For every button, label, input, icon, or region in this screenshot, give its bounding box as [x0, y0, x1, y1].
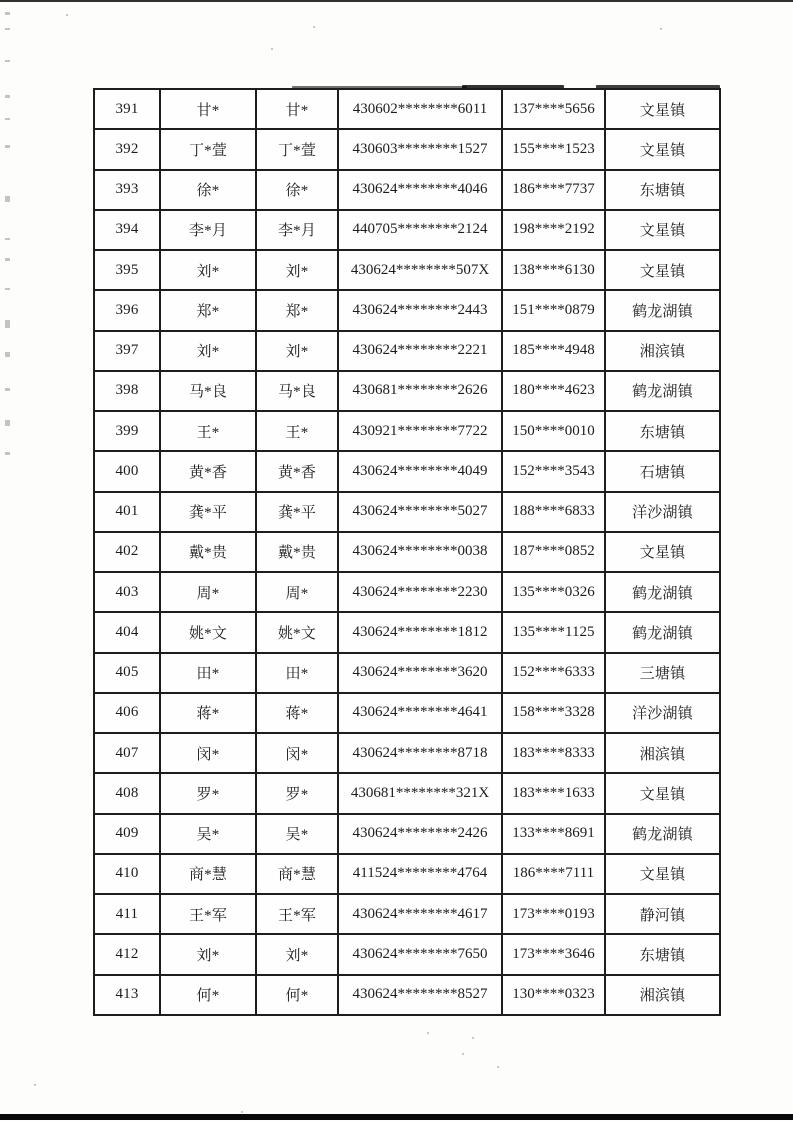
cell-name_confirm: 刘* — [256, 934, 338, 974]
scan-speck — [462, 1053, 464, 1055]
cell-name_confirm: 闵* — [256, 733, 338, 773]
cell-name: 吴* — [160, 814, 256, 854]
cell-index: 405 — [94, 653, 160, 693]
table-row — [94, 210, 720, 250]
cell-phone: 187****0852 — [502, 532, 605, 572]
cell-id_number: 430624********507X — [338, 250, 502, 290]
cell-phone: 152****3543 — [502, 451, 605, 491]
cell-phone: 130****0323 — [502, 975, 605, 1015]
table-row — [94, 532, 720, 572]
cell-name: 郑* — [160, 290, 256, 330]
cell-phone: 135****1125 — [502, 612, 605, 652]
cell-phone: 151****0879 — [502, 290, 605, 330]
scan-edge-mark — [5, 60, 10, 62]
cell-id_number: 430603********1527 — [338, 129, 502, 169]
scan-edge-mark — [5, 196, 10, 202]
cell-name_confirm: 戴*贵 — [256, 532, 338, 572]
scan-edge-mark — [5, 258, 10, 261]
scan-speck — [497, 1066, 499, 1068]
cell-town: 文星镇 — [605, 773, 720, 813]
table-row — [94, 89, 720, 129]
cell-phone: 186****7111 — [502, 854, 605, 894]
scan-edge-mark — [5, 95, 10, 98]
cell-id_number: 430624********3620 — [338, 653, 502, 693]
cell-town: 东塘镇 — [605, 411, 720, 451]
cell-phone: 158****3328 — [502, 693, 605, 733]
cell-town: 洋沙湖镇 — [605, 492, 720, 532]
cell-phone: 185****4948 — [502, 331, 605, 371]
cell-phone: 188****6833 — [502, 492, 605, 532]
table-row — [94, 492, 720, 532]
cell-index: 398 — [94, 371, 160, 411]
cell-index: 401 — [94, 492, 160, 532]
cell-index: 413 — [94, 975, 160, 1015]
cell-name_confirm: 田* — [256, 653, 338, 693]
cell-index: 408 — [94, 773, 160, 813]
cell-name: 商*慧 — [160, 854, 256, 894]
scan-speck — [66, 14, 68, 16]
cell-name: 何* — [160, 975, 256, 1015]
table-row — [94, 693, 720, 733]
cell-index: 399 — [94, 411, 160, 451]
cell-name_confirm: 郑* — [256, 290, 338, 330]
table-row — [94, 773, 720, 813]
cell-id_number: 430921********7722 — [338, 411, 502, 451]
cell-phone: 186****7737 — [502, 170, 605, 210]
cell-name_confirm: 吴* — [256, 814, 338, 854]
cell-phone: 152****6333 — [502, 653, 605, 693]
cell-id_number: 430624********2230 — [338, 572, 502, 612]
table-row — [94, 612, 720, 652]
cell-town: 鹤龙湖镇 — [605, 572, 720, 612]
cell-name: 丁*萱 — [160, 129, 256, 169]
table-row — [94, 129, 720, 169]
table-row — [94, 170, 720, 210]
scan-speck — [241, 1111, 243, 1113]
table-row — [94, 250, 720, 290]
scan-edge-mark — [5, 388, 10, 391]
scan-edge-mark — [5, 288, 10, 290]
cell-phone: 198****2192 — [502, 210, 605, 250]
cell-index: 403 — [94, 572, 160, 612]
cell-name: 徐* — [160, 170, 256, 210]
cell-id_number: 430624********0038 — [338, 532, 502, 572]
cell-name_confirm: 罗* — [256, 773, 338, 813]
cell-town: 文星镇 — [605, 129, 720, 169]
cell-id_number: 430624********8718 — [338, 733, 502, 773]
cell-phone: 180****4623 — [502, 371, 605, 411]
cell-name_confirm: 刘* — [256, 331, 338, 371]
scan-edge-mark — [5, 320, 10, 328]
cell-index: 412 — [94, 934, 160, 974]
cell-name_confirm: 商*慧 — [256, 854, 338, 894]
scan-speck — [427, 1032, 429, 1034]
scan-edge-mark — [5, 145, 10, 148]
cell-index: 391 — [94, 89, 160, 129]
table-row — [94, 371, 720, 411]
cell-name: 刘* — [160, 331, 256, 371]
cell-phone: 173****3646 — [502, 934, 605, 974]
cell-phone: 137****5656 — [502, 89, 605, 129]
cell-id_number: 430681********321X — [338, 773, 502, 813]
cell-index: 396 — [94, 290, 160, 330]
cell-town: 东塘镇 — [605, 170, 720, 210]
cell-phone: 183****8333 — [502, 733, 605, 773]
cell-id_number: 430624********2426 — [338, 814, 502, 854]
cell-name: 姚*文 — [160, 612, 256, 652]
cell-id_number: 430681********2626 — [338, 371, 502, 411]
cell-name_confirm: 丁*萱 — [256, 129, 338, 169]
cell-id_number: 430624********5027 — [338, 492, 502, 532]
cell-name_confirm: 王* — [256, 411, 338, 451]
cell-index: 394 — [94, 210, 160, 250]
cell-index: 397 — [94, 331, 160, 371]
cell-phone: 135****0326 — [502, 572, 605, 612]
cell-town: 鹤龙湖镇 — [605, 814, 720, 854]
cell-name_confirm: 刘* — [256, 250, 338, 290]
cell-name: 刘* — [160, 934, 256, 974]
cell-id_number: 430624********8527 — [338, 975, 502, 1015]
cell-name_confirm: 甘* — [256, 89, 338, 129]
scan-speck — [472, 1037, 474, 1039]
cell-town: 静河镇 — [605, 894, 720, 934]
cell-index: 407 — [94, 733, 160, 773]
cell-town: 湘滨镇 — [605, 331, 720, 371]
cell-index: 406 — [94, 693, 160, 733]
cell-name: 戴*贵 — [160, 532, 256, 572]
scan-edge-mark — [5, 452, 10, 455]
scan-speck — [660, 28, 662, 30]
scan-edge-mark — [5, 420, 10, 426]
table-row — [94, 331, 720, 371]
scan-edge-mark — [5, 352, 10, 357]
cell-id_number: 430624********1812 — [338, 612, 502, 652]
cell-phone: 150****0010 — [502, 411, 605, 451]
cell-id_number: 411524********4764 — [338, 854, 502, 894]
cell-index: 410 — [94, 854, 160, 894]
cell-town: 文星镇 — [605, 89, 720, 129]
cell-name_confirm: 蒋* — [256, 693, 338, 733]
cell-id_number: 430624********4641 — [338, 693, 502, 733]
cell-name_confirm: 龚*平 — [256, 492, 338, 532]
cell-index: 400 — [94, 451, 160, 491]
cell-name_confirm: 王*军 — [256, 894, 338, 934]
cell-name: 闵* — [160, 733, 256, 773]
cell-name: 田* — [160, 653, 256, 693]
cell-id_number: 430624********4046 — [338, 170, 502, 210]
table-row — [94, 934, 720, 974]
table-row — [94, 854, 720, 894]
cell-town: 湘滨镇 — [605, 733, 720, 773]
cell-name: 龚*平 — [160, 492, 256, 532]
table-row — [94, 572, 720, 612]
scan-edge-mark — [5, 28, 10, 30]
cell-index: 395 — [94, 250, 160, 290]
cell-phone: 133****8691 — [502, 814, 605, 854]
cell-index: 404 — [94, 612, 160, 652]
table-row — [94, 894, 720, 934]
scan-speck — [34, 1084, 36, 1086]
scan-edge-mark — [5, 118, 10, 120]
table-row — [94, 975, 720, 1015]
table-row — [94, 733, 720, 773]
cell-name: 王*军 — [160, 894, 256, 934]
cell-phone: 173****0193 — [502, 894, 605, 934]
cell-phone: 155****1523 — [502, 129, 605, 169]
scan-edge-mark — [5, 238, 10, 240]
scan-edge-mark — [5, 12, 10, 15]
cell-town: 文星镇 — [605, 250, 720, 290]
table-row — [94, 814, 720, 854]
cell-name_confirm: 周* — [256, 572, 338, 612]
cell-town: 三塘镇 — [605, 653, 720, 693]
cell-town: 石塘镇 — [605, 451, 720, 491]
cell-index: 402 — [94, 532, 160, 572]
cell-town: 洋沙湖镇 — [605, 693, 720, 733]
scan-bottom-edge-bar — [0, 1114, 793, 1120]
cell-name: 罗* — [160, 773, 256, 813]
table-row — [94, 290, 720, 330]
cell-name: 周* — [160, 572, 256, 612]
cell-name_confirm: 何* — [256, 975, 338, 1015]
cell-name_confirm: 姚*文 — [256, 612, 338, 652]
cell-name: 黄*香 — [160, 451, 256, 491]
cell-town: 鹤龙湖镇 — [605, 290, 720, 330]
cell-name_confirm: 马*良 — [256, 371, 338, 411]
cell-name: 甘* — [160, 89, 256, 129]
cell-index: 393 — [94, 170, 160, 210]
cell-id_number: 430624********4049 — [338, 451, 502, 491]
cell-town: 东塘镇 — [605, 934, 720, 974]
cell-id_number: 430624********2221 — [338, 331, 502, 371]
scan-speck — [271, 48, 273, 50]
cell-town: 湘滨镇 — [605, 975, 720, 1015]
cell-index: 392 — [94, 129, 160, 169]
cell-name: 王* — [160, 411, 256, 451]
scan-top-edge-line — [0, 0, 793, 2]
cell-id_number: 430624********2443 — [338, 290, 502, 330]
cell-name: 蒋* — [160, 693, 256, 733]
cell-name_confirm: 徐* — [256, 170, 338, 210]
cell-name: 李*月 — [160, 210, 256, 250]
cell-name_confirm: 黄*香 — [256, 451, 338, 491]
cell-index: 409 — [94, 814, 160, 854]
cell-town: 文星镇 — [605, 210, 720, 250]
cell-id_number: 430624********4617 — [338, 894, 502, 934]
cell-town: 文星镇 — [605, 532, 720, 572]
cell-index: 411 — [94, 894, 160, 934]
table-body — [94, 89, 720, 1015]
cell-id_number: 440705********2124 — [338, 210, 502, 250]
table-row — [94, 451, 720, 491]
cell-name_confirm: 李*月 — [256, 210, 338, 250]
cell-town: 文星镇 — [605, 854, 720, 894]
cell-town: 鹤龙湖镇 — [605, 612, 720, 652]
table-row — [94, 653, 720, 693]
cell-phone: 138****6130 — [502, 250, 605, 290]
table-row — [94, 411, 720, 451]
scan-speck — [313, 26, 315, 28]
masked-roster-table — [93, 88, 721, 1016]
cell-town: 鹤龙湖镇 — [605, 371, 720, 411]
cell-id_number: 430602********6011 — [338, 89, 502, 129]
cell-name: 马*良 — [160, 371, 256, 411]
cell-name: 刘* — [160, 250, 256, 290]
cell-id_number: 430624********7650 — [338, 934, 502, 974]
cell-phone: 183****1633 — [502, 773, 605, 813]
